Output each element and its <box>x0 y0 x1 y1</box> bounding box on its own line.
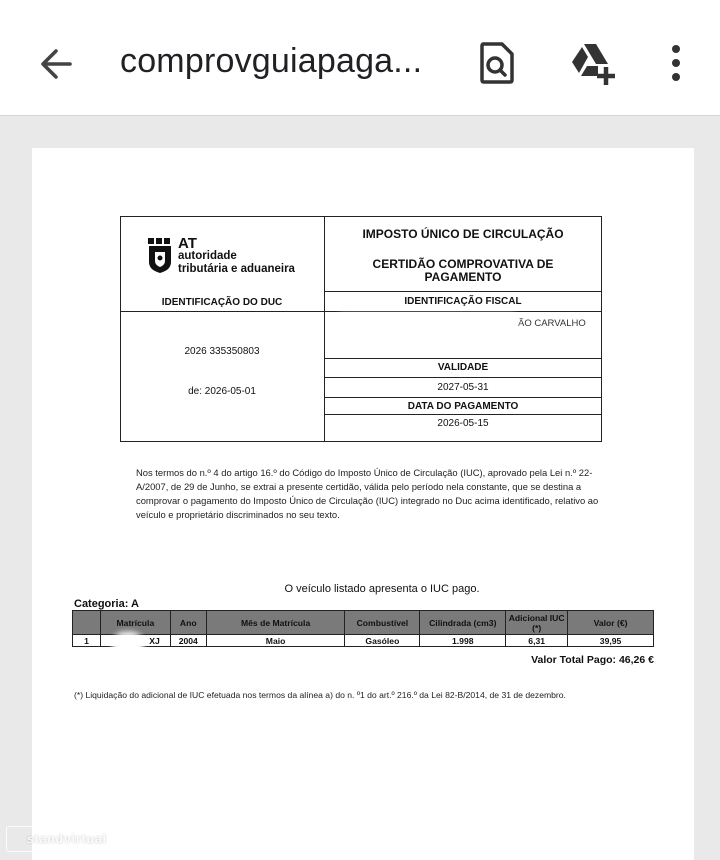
column-header-year: Ano <box>170 611 206 635</box>
divider <box>324 397 602 398</box>
table-cell: 1.998 <box>420 635 506 647</box>
payment-date-value: 2026-05-15 <box>437 418 489 429</box>
certificate-subtitle-2: PAGAMENTO <box>424 270 502 284</box>
divider <box>324 358 602 359</box>
column-header <box>73 611 101 635</box>
category-label: Categoria: A <box>74 598 139 610</box>
table-cell: 2004 <box>170 635 206 647</box>
divider <box>120 311 602 312</box>
find-in-page-icon[interactable] <box>474 40 518 86</box>
add-to-drive-icon[interactable] <box>568 40 618 86</box>
footnote: (*) Liquidação do adicional de IUC efetuada nos termos da alínea a) do n. º1 do art.º 216.º da Lei 82-B/2014, de 31 de dezembro. <box>74 690 566 700</box>
fiscal-partial-name: ÃO CARVALHO <box>518 318 586 329</box>
watermark-logo: standvirtual <box>6 826 128 852</box>
certificate-subtitle-1: CERTIDÃO COMPROVATIVA DE <box>372 257 554 271</box>
duc-date: de: 2026-05-01 <box>188 386 256 397</box>
column-header-fuel: Combustível <box>345 611 420 635</box>
document-title: comprovguiapaga... <box>120 42 423 80</box>
divider <box>324 414 602 415</box>
logo-line-2: tributária e aduaneira <box>178 263 295 275</box>
duc-number: 2026 335350803 <box>184 346 260 357</box>
table-header-row <box>73 611 654 635</box>
more-vert-icon[interactable] <box>656 40 696 86</box>
table-row <box>73 635 654 647</box>
column-header-plate: Matrícula <box>100 611 170 635</box>
validity-value: 2027-05-31 <box>437 382 489 393</box>
vehicle-table <box>72 610 654 647</box>
validity-label: VALIDADE <box>437 362 489 373</box>
logo-line-1: autoridade <box>178 250 237 262</box>
vehicle-statement: O veículo listado apresenta o IUC pago. <box>284 583 480 595</box>
arrow-back-icon[interactable] <box>36 44 76 84</box>
app-bar <box>0 0 720 116</box>
column-header-displacement: Cilindrada (cm3) <box>420 611 506 635</box>
divider <box>324 291 602 292</box>
divider <box>324 377 602 378</box>
payment-date-label: DATA DO PAGAMENTO <box>407 401 519 412</box>
redaction <box>336 314 518 328</box>
logo-at-text: AT <box>178 235 197 252</box>
column-header-value: Valor (€) <box>568 611 654 635</box>
certificate-title: IMPOSTO ÚNICO DE CIRCULAÇÃO <box>362 227 564 241</box>
redaction <box>112 632 144 658</box>
certificate-document <box>32 148 694 860</box>
duc-identification-label: IDENTIFICAÇÃO DO DUC <box>161 297 283 308</box>
total-paid: Valor Total Pago: 46,26 € <box>531 654 654 666</box>
legal-paragraph: Nos termos do n.º 4 do artigo 16.º do Código do Imposto Único de Circulação (IUC), aprovado pela Lei n.º 22-A/2007, de 29 de Junho, se extrai a presente certidão, válida pelo período nela constante, que se destina a comprovar o pagamento do Imposto Único de Circulação (IUC) integrado no Duc acima identificado, relativo ao veículo e proprietário discriminados no seu texto. <box>136 467 599 520</box>
fiscal-identification-label: IDENTIFICAÇÃO FISCAL <box>404 296 522 307</box>
table-cell-plate: XJ <box>100 635 170 647</box>
table-cell: Maio <box>206 635 345 647</box>
table-cell: 1 <box>73 635 101 647</box>
table-cell: Gasóleo <box>345 635 420 647</box>
table-cell: 39,95 <box>568 635 654 647</box>
column-header-additional-iuc: Adicional IUC (*) <box>506 611 568 635</box>
table-cell: 6,31 <box>506 635 568 647</box>
at-logo-emblem <box>146 234 174 274</box>
column-header-registration-month: Mês de Matrícula <box>206 611 345 635</box>
pdf-page <box>32 148 694 860</box>
